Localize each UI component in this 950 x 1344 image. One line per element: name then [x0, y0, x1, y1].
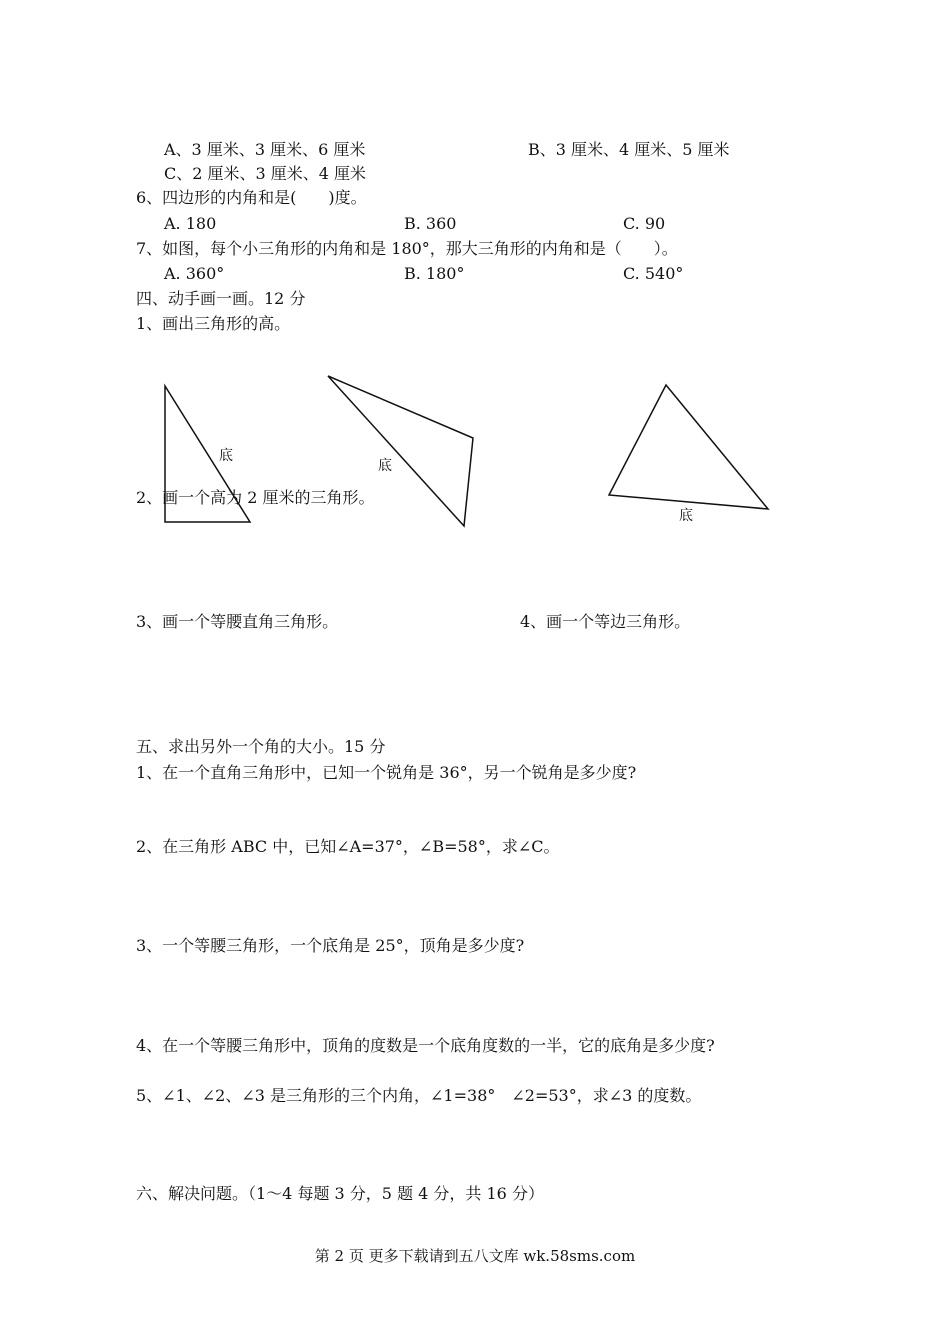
- base-label-1: 底: [219, 448, 233, 464]
- q5-option-b: B、3 厘米、4 厘米、5 厘米: [528, 140, 730, 159]
- section4-item-2: 2、画一个高为 2 厘米的三角形。: [136, 488, 375, 507]
- section5-item-3: 3、一个等腰三角形，一个底角是 25°，顶角是多少度?: [136, 936, 525, 955]
- q7-stem: 7、如图，每个小三角形的内角和是 180°，那大三角形的内角和是（ ）。: [136, 239, 678, 258]
- triangle-acute: [609, 385, 768, 509]
- q7-option-c: C. 540°: [623, 264, 684, 283]
- section5-item-2: 2、在三角形 ABC 中，已知∠A=37°，∠B=58°，求∠C。: [136, 837, 560, 856]
- section5-item-5: 5、∠1、∠2、∠3 是三角形的三个内角，∠1=38° ∠2=53°，求∠3 的度数。: [136, 1086, 702, 1105]
- section4-heading: 四、动手画一画。12 分: [136, 289, 306, 308]
- section4-item-4: 4、画一个等边三角形。: [520, 612, 691, 631]
- base-label-2: 底: [378, 458, 392, 474]
- q6-option-b: B. 360: [404, 214, 457, 233]
- section4-item-1: 1、画出三角形的高。: [136, 314, 291, 333]
- q5-option-a: A、3 厘米、3 厘米、6 厘米: [164, 140, 366, 159]
- section5-item-4: 4、在一个等腰三角形中，顶角的度数是一个底角度数的一半，它的底角是多少度?: [136, 1036, 715, 1055]
- section5-heading: 五、求出另外一个角的大小。15 分: [136, 737, 386, 756]
- page-footer: 第 2 页 更多下载请到五八文库 wk.58sms.com: [314, 1247, 636, 1265]
- q7-option-b: B. 180°: [404, 264, 465, 283]
- q6-option-a: A. 180: [164, 214, 217, 233]
- q5-option-c: C、2 厘米、3 厘米、4 厘米: [164, 164, 367, 183]
- q7-option-a: A. 360°: [164, 264, 225, 283]
- q6-stem: 6、四边形的内角和是( )度。: [136, 188, 367, 207]
- section4-item-3: 3、画一个等腰直角三角形。: [136, 612, 339, 631]
- section5-item-1: 1、在一个直角三角形中，已知一个锐角是 36°，另一个锐角是多少度?: [136, 763, 637, 782]
- base-label-3: 底: [679, 508, 693, 524]
- section6-heading: 六、解决问题。（1～4 每题 3 分，5 题 4 分，共 16 分）: [136, 1184, 544, 1203]
- q6-option-c: C. 90: [623, 214, 666, 233]
